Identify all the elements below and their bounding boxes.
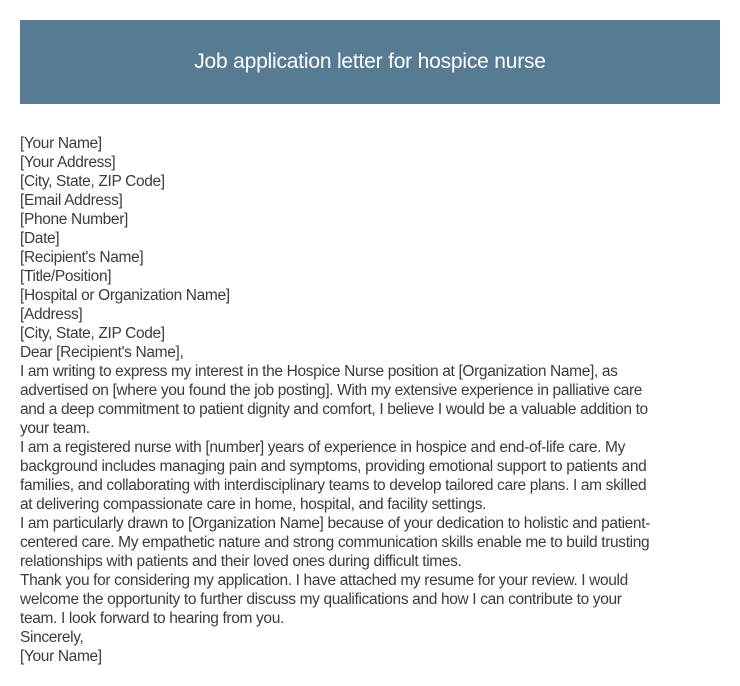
paragraph-closing [20,571,730,628]
paragraph-line: at delivering compassionate care in home, hospital, and facility settings. [20,496,487,513]
paragraph-motivation [20,514,730,571]
recipient-address: [Address] [20,306,83,323]
page-title: Job application letter for hospice nurse [194,50,546,73]
paragraph-line: I am writing to express my interest in the Hospice Nurse position at [Organization Name], as [20,363,618,380]
letter-date: [Date] [20,230,60,247]
recipient-name: [Recipient's Name] [20,249,144,266]
salutation: Dear [Recipient's Name], [20,344,184,361]
paragraph-intro [20,362,730,438]
letter-body [20,134,730,666]
paragraph-line: background includes managing pain and symptoms, providing emotional support to patients and [20,458,647,475]
paragraph-line: your team. [20,420,90,437]
paragraph-line: and a deep commitment to patient dignity and comfort, I believe I would be a valuable addition to [20,401,648,418]
recipient-organization: [Hospital or Organization Name] [20,287,230,304]
paragraph-line: team. I look forward to hearing from you. [20,610,284,627]
paragraph-line: advertised on [where you found the job posting]. With my extensive experience in palliative care [20,382,643,399]
signature: [Your Name] [20,648,102,665]
paragraph-line: families, and collaborating with interdisciplinary teams to develop tailored care plans. I am skilled [20,477,647,494]
sender-city-state-zip: [City, State, ZIP Code] [20,173,165,190]
paragraph-line: relationships with patients and their loved ones during difficult times. [20,553,462,570]
paragraph-line: I am a registered nurse with [number] years of experience in hospice and end-of-life care. My [20,439,625,456]
paragraph-experience [20,438,730,514]
paragraph-line: centered care. My empathetic nature and strong communication skills enable me to build trusting [20,534,650,551]
sender-address: [Your Address] [20,154,116,171]
recipient-title: [Title/Position] [20,268,112,285]
sender-email: [Email Address] [20,192,123,209]
paragraph-line: I am particularly drawn to [Organization Name] because of your dedication to holistic and patient- [20,515,650,532]
sender-phone: [Phone Number] [20,211,128,228]
sender-name: [Your Name] [20,135,102,152]
paragraph-line: Thank you for considering my application. I have attached my resume for your review. I would [20,572,628,589]
paragraph-line: welcome the opportunity to further discuss my qualifications and how I can contribute to your [20,591,622,608]
recipient-city-state-zip: [City, State, ZIP Code] [20,325,165,342]
page-header [20,20,720,104]
closing: Sincerely, [20,629,84,646]
